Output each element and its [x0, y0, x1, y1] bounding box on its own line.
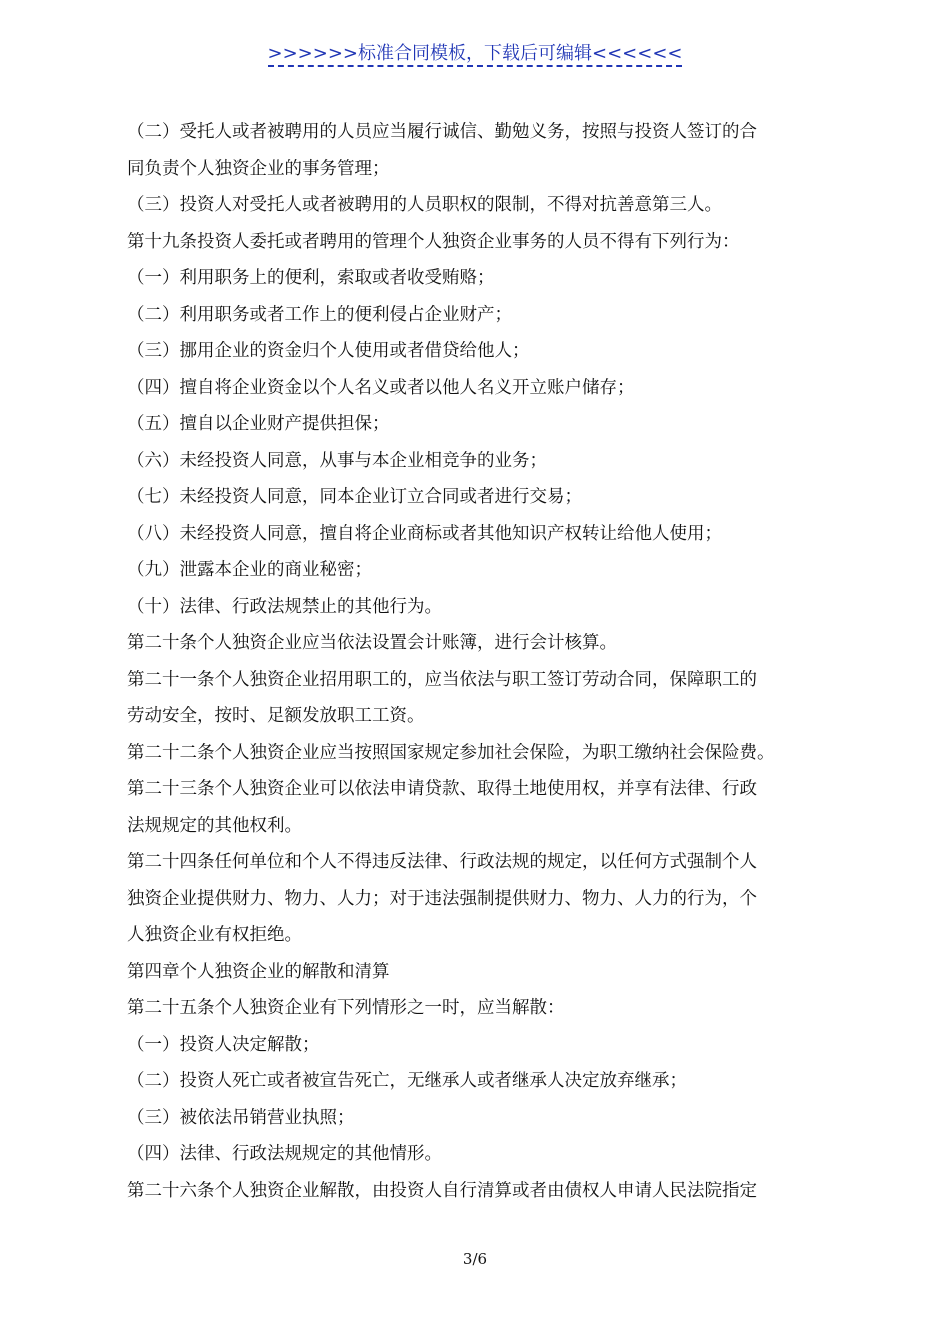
document-body [127, 114, 827, 1209]
document-line: （八）未经投资人同意，擅自将企业商标或者其他知识产权转让给他人使用； [127, 523, 722, 544]
chapter-4-heading: 第四章个人独资企业的解散和清算 [127, 961, 390, 982]
document-line: （二）受托人或者被聘用的人员应当履行诚信、勤勉义务，按照与投资人签订的合 [127, 122, 757, 142]
document-line: （三）被依法吊销营业执照； [127, 1107, 355, 1128]
document-line: （一）利用职务上的便利，索取或者收受贿赂； [127, 268, 495, 288]
article-21: 第二十一条个人独资企业招用职工的，应当依法与职工签订劳动合同，保障职工的 [127, 669, 757, 690]
article-20: 第二十条个人独资企业应当依法设置会计账簿，进行会计核算。 [127, 633, 617, 653]
document-line: 劳动安全，按时、足额发放职工工资。 [127, 706, 425, 726]
document-line: （五）擅自以企业财产提供担保； [127, 414, 390, 434]
article-19: 第十九条投资人委托或者聘用的管理个人独资企业事务的人员不得有下列行为： [127, 231, 740, 252]
document-line: （十）法律、行政法规禁止的其他行为。 [127, 596, 442, 617]
document-line: 独资企业提供财力、物力、人力；对于违法强制提供财力、物力、人力的行为，个 [127, 888, 757, 909]
document-line: 人独资企业有权拒绝。 [127, 925, 302, 945]
article-25: 第二十五条个人独资企业有下列情形之一时，应当解散： [127, 998, 565, 1018]
article-23: 第二十三条个人独资企业可以依法申请贷款、取得土地使用权，并享有法律、行政 [127, 779, 757, 799]
document-line: （二）利用职务或者工作上的便利侵占企业财产； [127, 304, 512, 325]
document-line: （一）投资人决定解散； [127, 1034, 320, 1055]
header-template-link[interactable] [0, 40, 950, 68]
document-line: （九）泄露本企业的商业秘密； [127, 560, 372, 580]
document-line: （三）投资人对受托人或者被聘用的人员职权的限制，不得对抗善意第三人。 [127, 195, 722, 215]
document-line: （四）擅自将企业资金以个人名义或者以他人名义开立账户储存； [127, 377, 635, 398]
document-line: （四）法律、行政法规规定的其他情形。 [127, 1144, 442, 1164]
document-line: （六）未经投资人同意，从事与本企业相竞争的业务； [127, 450, 547, 471]
document-line: （二）投资人死亡或者被宣告死亡，无继承人或者继承人决定放弃继承； [127, 1071, 687, 1091]
page-number: 3/6 [462, 1250, 488, 1268]
header-link-text[interactable]: >>>>>>标准合同模板，下载后可编辑<<<<<< [268, 43, 683, 67]
document-line: 同负责个人独资企业的事务管理； [127, 158, 390, 179]
article-24: 第二十四条任何单位和个人不得违反法律、行政法规的规定，以任何方式强制个人 [127, 852, 757, 872]
article-22: 第二十二条个人独资企业应当按照国家规定参加社会保险，为职工缴纳社会保险费。 [127, 742, 775, 763]
document-line: （三）挪用企业的资金归个人使用或者借贷给他人； [127, 341, 530, 361]
document-line: （七）未经投资人同意，同本企业订立合同或者进行交易； [127, 487, 582, 507]
article-26: 第二十六条个人独资企业解散，由投资人自行清算或者由债权人申请人民法院指定 [127, 1180, 757, 1201]
document-line: 法规规定的其他权利。 [127, 815, 302, 836]
